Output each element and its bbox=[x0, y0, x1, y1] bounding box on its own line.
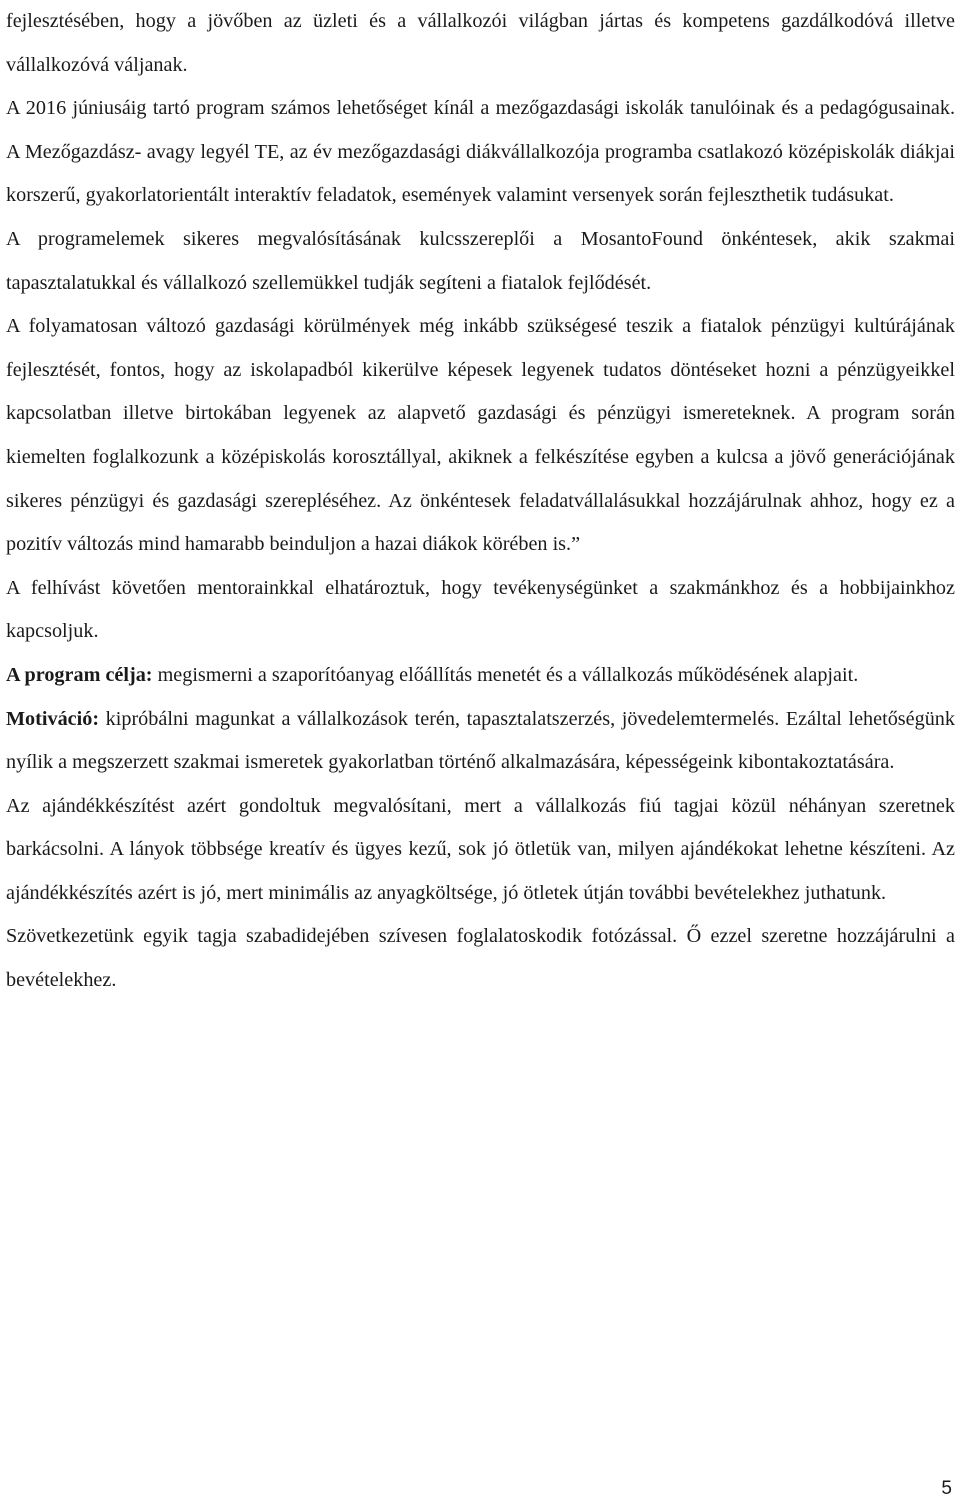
program-goal-label: A program célja: bbox=[6, 663, 153, 686]
program-goal-text: megismerni a szaporítóanyag előállítás menetét és a vállalkozás működésének alapjait. bbox=[152, 663, 859, 686]
paragraph-photography: Szövetkezetünk egyik tagja szabadidejében szívesen foglalatoskodik fotózással. Ő ezzel szeretne hozzájárulni a bevételekhez. bbox=[6, 925, 955, 992]
motivation-label: Motiváció: bbox=[6, 707, 100, 730]
paragraph-volunteers: A programelemek sikeres megvalósításának kulcsszereplői a MosantoFound önkéntesek, akik szakmai tapasztalatukkal és vállalkozó szellemükkel tudják segíteni a fiatalok fejlődését. bbox=[6, 227, 955, 294]
paragraph-mentors: A felhívást követően mentorainkkal elhatároztuk, hogy tevékenységünket a szakmánkhoz és a hobbijainkhoz kapcsoljuk. bbox=[6, 576, 955, 643]
page-number: 5 bbox=[941, 1478, 952, 1499]
document-page bbox=[6, 0, 955, 1003]
motivation-text: kipróbálni magunkat a vállalkozások terén, tapasztalatszerzés, jövedelemtermelés. Ezáltal lehetőségünk nyílik a megszerzett szakmai ismeretek gyakorlatban történő alkalmazására, képességeink kibontakoztatására. bbox=[6, 707, 955, 774]
paragraph-program-goal bbox=[6, 654, 955, 698]
paragraph-financial-culture: A folyamatosan változó gazdasági körülmények még inkább szükségesé teszik a fiatalok pénzügyi kultúrájának fejlesztését, fontos, hogy az iskolapadból kikerülve képesek legyenek tudatos döntéseket hozni a pénzügyeikkel kapcsolatban illetve birtokában legyenek az alapvető gazdasági és pénzügyi ismereteknek. A program során kiemelten foglalkozunk a középiskolás korosztállyal, akiknek a felkészítése egyben a kulcsa a jövő generációjának sikeres pénzügyi és gazdasági szerepléséhez. Az önkéntesek feladatvállalásukkal hozzájárulnak ahhoz, hogy ez a pozitív változás mind hamarabb beinduljon a hazai diákok körében is.” bbox=[6, 315, 955, 556]
paragraph-program-overview: A 2016 júniusáig tartó program számos lehetőséget kínál a mezőgazdasági iskolák tanulóinak és a pedagógusainak. A Mezőgazdász- avagy legyél TE, az év mezőgazdasági diákvállalkozója programba csatlakozó középiskolák diákjai korszerű, gyakorlatorientált interaktív feladatok, események valamint versenyek során fejleszthetik tudásukat. bbox=[6, 97, 955, 207]
paragraph-motivation bbox=[6, 698, 955, 785]
paragraph-gift-making: Az ajándékkészítést azért gondoltuk megvalósítani, mert a vállalkozás fiú tagjai közül néhányan szeretnek barkácsolni. A lányok többsége kreatív és ügyes kezű, sok jó ötletük van, milyen ajándékokat lehetne készíteni. Az ajándékkészítés azért is jó, mert minimális az anyagköltsége, jó ötletek útján további bevételekhez juthatunk. bbox=[6, 794, 955, 904]
paragraph-intro-continued: fejlesztésében, hogy a jövőben az üzleti és a vállalkozói világban jártas és kompetens gazdálkodóvá illetve vállalkozóvá váljanak. bbox=[6, 10, 955, 76]
